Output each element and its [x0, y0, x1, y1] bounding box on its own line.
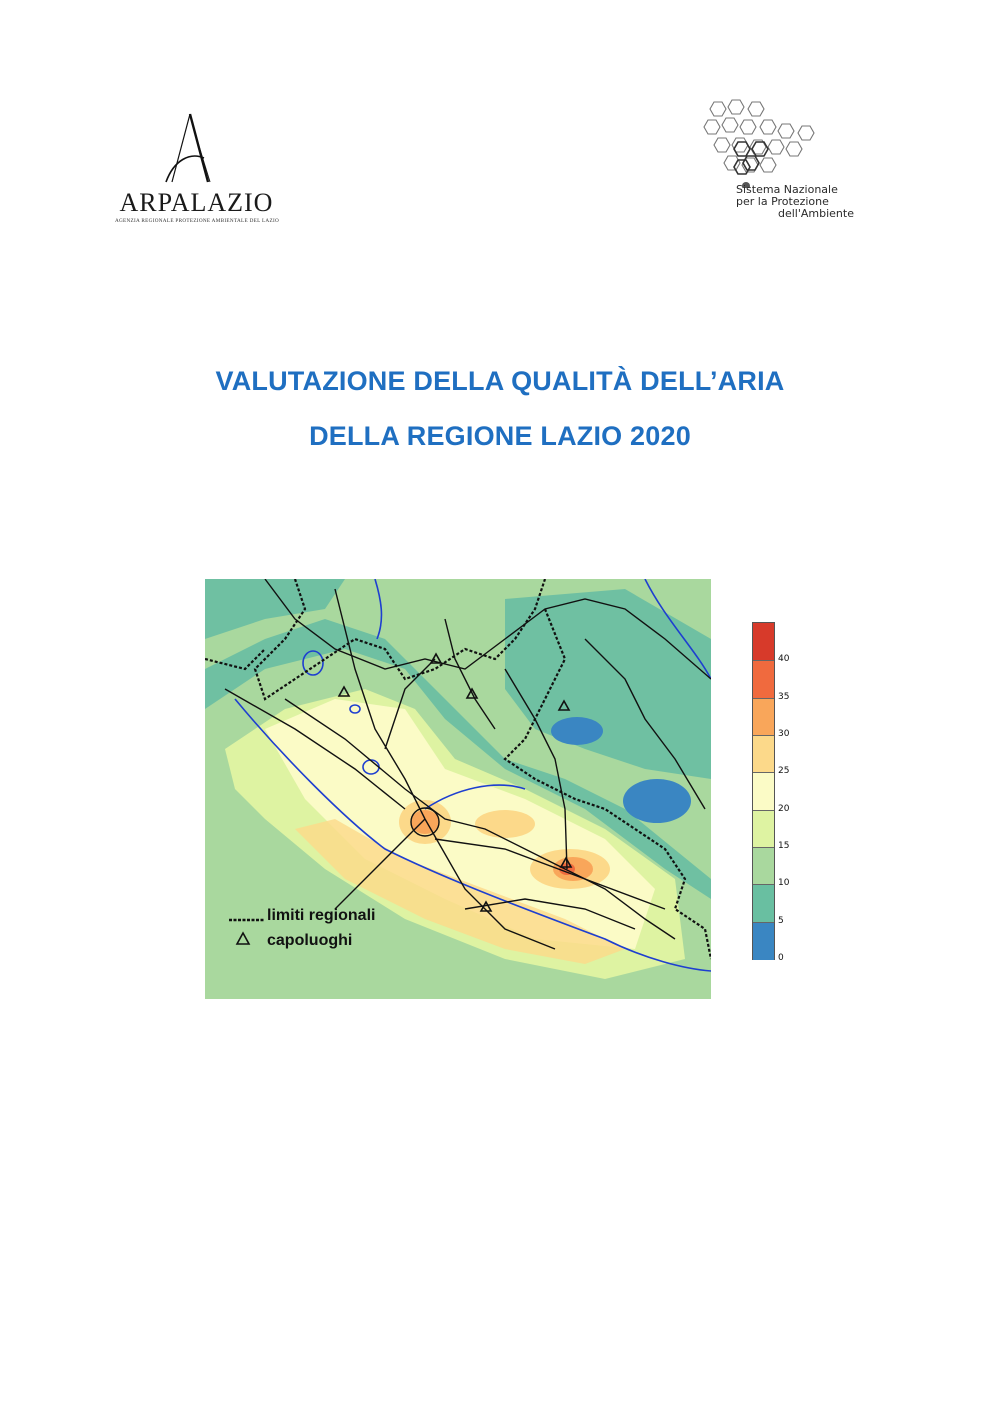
colorbar-tick-label: 0 — [778, 953, 784, 963]
colorbar-tick-label: 10 — [778, 878, 790, 889]
colorbar-segment — [753, 847, 774, 885]
colorbar-segment — [753, 772, 774, 810]
colorbar-segment — [753, 922, 774, 960]
colorbar-segment — [753, 623, 774, 660]
snpa-line2: per la Protezione — [736, 195, 829, 208]
title-line-1: VALUTAZIONE DELLA QUALITÀ DELL’ARIA — [215, 366, 785, 396]
colorbar-tick-label: 40 — [778, 654, 790, 665]
colorbar-segment — [753, 735, 774, 773]
colorbar-tick-label: 20 — [778, 803, 790, 814]
colorbar-segment — [753, 660, 774, 698]
colorbar — [750, 620, 800, 965]
colorbar-tick-label: 35 — [778, 691, 790, 702]
air-quality-map — [205, 579, 711, 999]
colorbar-tick-label: 15 — [778, 841, 790, 851]
colorbar-segment — [753, 698, 774, 736]
arpalazio-emblem-icon — [160, 112, 220, 184]
snpa-line1: Sistema Nazionale — [736, 183, 838, 196]
hexagon-network-icon — [700, 98, 830, 188]
legend-provincial-capitals: capoluoghi — [267, 932, 353, 949]
colorbar-tick-label: 25 — [778, 766, 790, 777]
colorbar-tick-label: 5 — [778, 915, 784, 926]
snpa-logo — [700, 98, 900, 228]
document-title — [0, 366, 1000, 451]
colorbar-tick-label: 30 — [778, 729, 790, 739]
snpa-name — [736, 184, 906, 220]
colorbar-segment — [753, 810, 774, 848]
colorbar-gradient — [752, 622, 775, 960]
legend-regional-boundaries: limiti regionali — [267, 907, 376, 924]
arpalazio-logo — [108, 112, 278, 232]
snpa-line3: dell'Ambiente — [778, 207, 854, 220]
colorbar-segment — [753, 884, 774, 922]
title-line-2: DELLA REGIONE LAZIO 2020 — [309, 421, 691, 451]
arpalazio-name: ARPALAZIO — [119, 188, 274, 217]
arpalazio-subtitle: AGENZIA REGIONALE PROTEZIONE AMBIENTALE DEL LAZIO — [114, 218, 280, 224]
